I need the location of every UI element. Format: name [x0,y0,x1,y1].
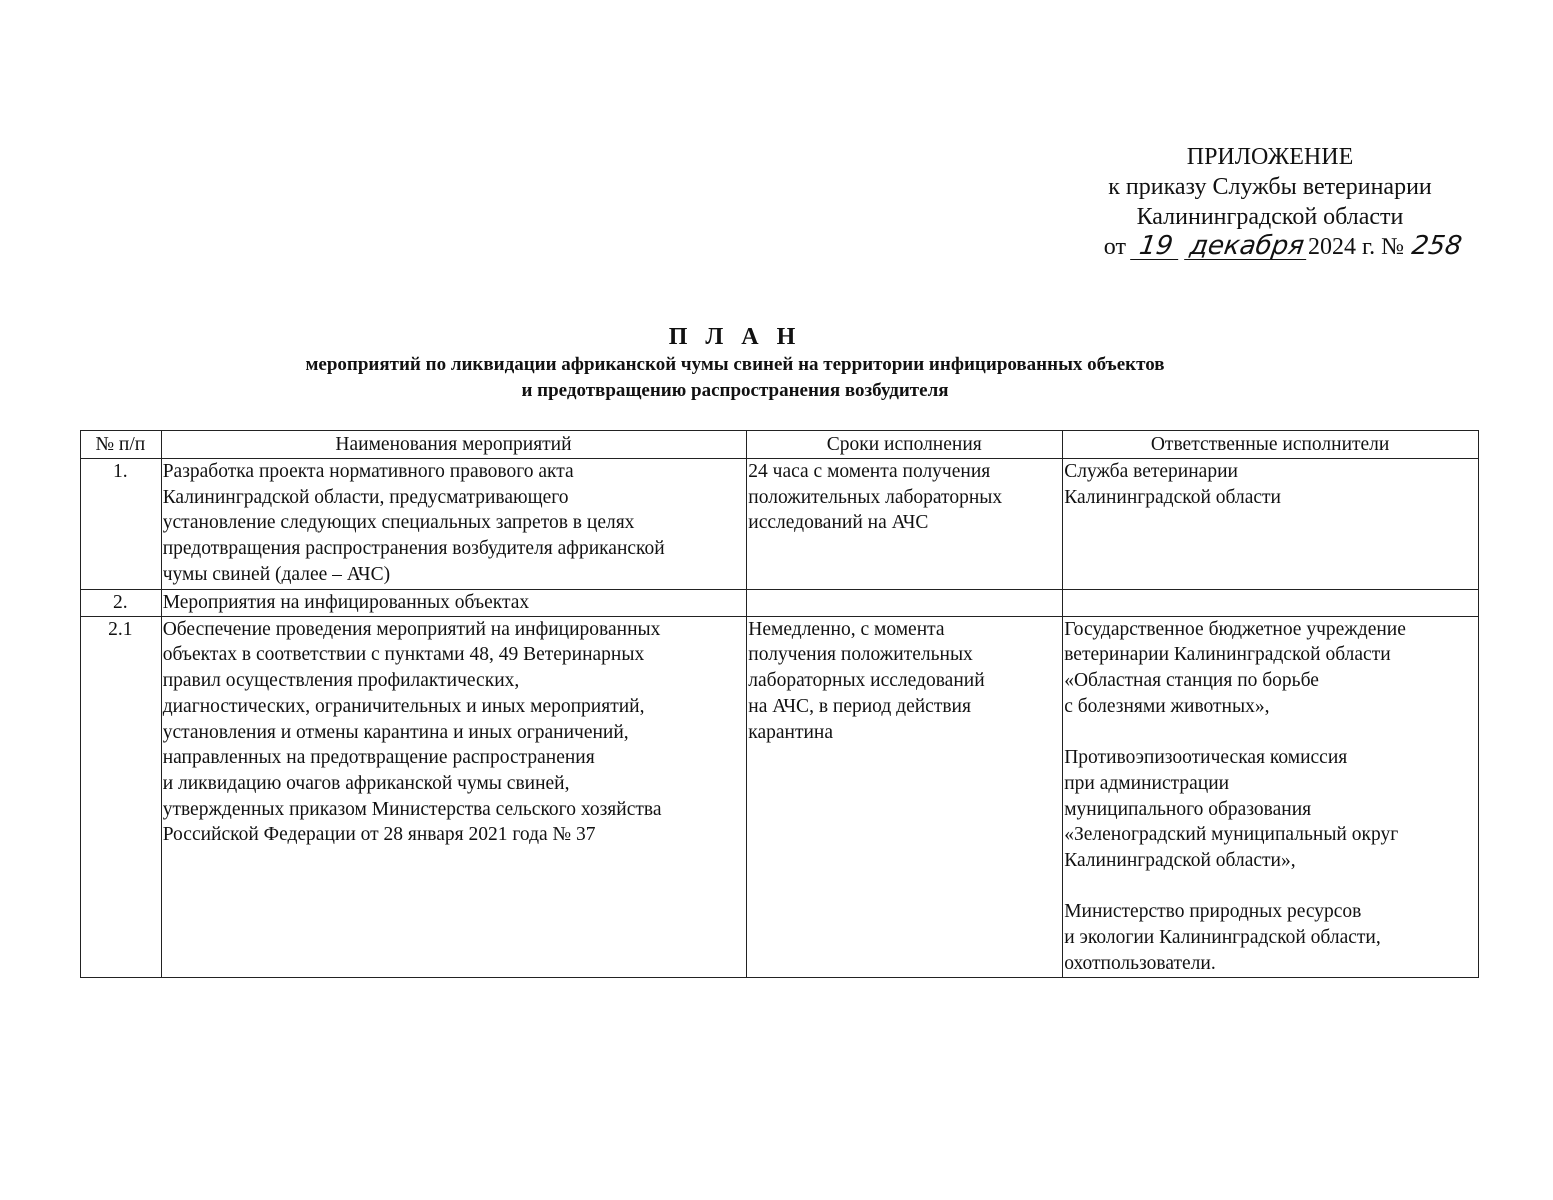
row-responsible [1063,616,1479,977]
row-responsible-text: Служба ветеринарии Калининградской области [1064,461,1281,508]
document-subtitle-line2: и предотвращению распространения возбудителя [521,380,949,401]
order-number-handwritten: 258 [1409,231,1464,261]
document-title-block [80,322,1390,404]
row-name-text: Обеспечение проведения мероприятий на инфицированных объектах в соответствии с пунктами 48, 49 Ветеринарных правил осуществления профилактических, диагностических, ограничительных и иных мероприятий, установления и отмены карантина и иных ограничений, направленных на предотвращение распространения и ликвидацию очагов африканской чумы свиней, утвержденных приказом Министерства сельского хозяйства Российской Федерации от 28 января 2021 года № 37 [162,618,662,846]
header-responsible: Ответственные исполнители [1063,431,1479,459]
plan-table [80,430,1479,978]
row-responsible [1063,459,1479,590]
row-name [161,590,747,617]
row-name [161,459,747,590]
row-num: 2. [81,590,162,617]
row-name-text: Мероприятия на инфицированных объектах [162,592,530,613]
document-title: П Л А Н [668,324,802,350]
header-num: № п/п [81,431,162,459]
row-name-text: Разработка проекта нормативного правового акта Калининградской области, предусматривающего установление следующих специальных запретов в целях предотвращения распространения возбудителя африканской чумы свиней (далее – АЧС) [162,461,665,585]
document-subtitle-line1: мероприятий по ликвидации африканской чумы свиней на территории инфицированных объектов [305,354,1165,375]
row-name [161,616,747,977]
row-responsible-text: Государственное бюджетное учреждение ветеринарии Калининградской области «Областная станция по борьбе с болезнями животных», Противоэпизоотическая комиссия при администрации муниципального образования «Зеленоградский муниципальный округ Калининградской области», Министерство природных ресурсов и экологии Калининградской области, охотпользователи. [1064,618,1406,974]
row-term-text: Немедленно, с момента получения положительных лабораторных исследований на АЧС, в период действия карантина [748,618,985,743]
table-header-row [81,431,1479,459]
date-month-handwritten: декабря [1184,233,1310,260]
row-term [747,459,1063,590]
table-row [81,590,1479,617]
row-term-text: 24 часа с момента получения положительных лабораторных исследований на АЧС [748,461,1003,534]
header-term: Сроки исполнения [747,431,1063,459]
row-responsible [1063,590,1479,617]
row-term [747,616,1063,977]
row-num: 1. [81,459,162,590]
date-year: 2024 г. № [1307,234,1404,260]
table-row [81,459,1479,590]
table-row [81,616,1479,977]
row-num: 2.1 [81,616,162,977]
date-day-handwritten: 19 [1130,233,1182,260]
appendix-order-ref: к приказу Службы ветеринарии [1108,174,1432,200]
date-prefix: от [1103,234,1126,260]
appendix-region: Калининградской области [1136,204,1404,230]
appendix-title: ПРИЛОЖЕНИЕ [1186,144,1354,170]
appendix-header [1060,142,1480,262]
row-term [747,590,1063,617]
header-name: Наименования мероприятий [161,431,747,459]
appendix-date-line [1060,232,1480,262]
